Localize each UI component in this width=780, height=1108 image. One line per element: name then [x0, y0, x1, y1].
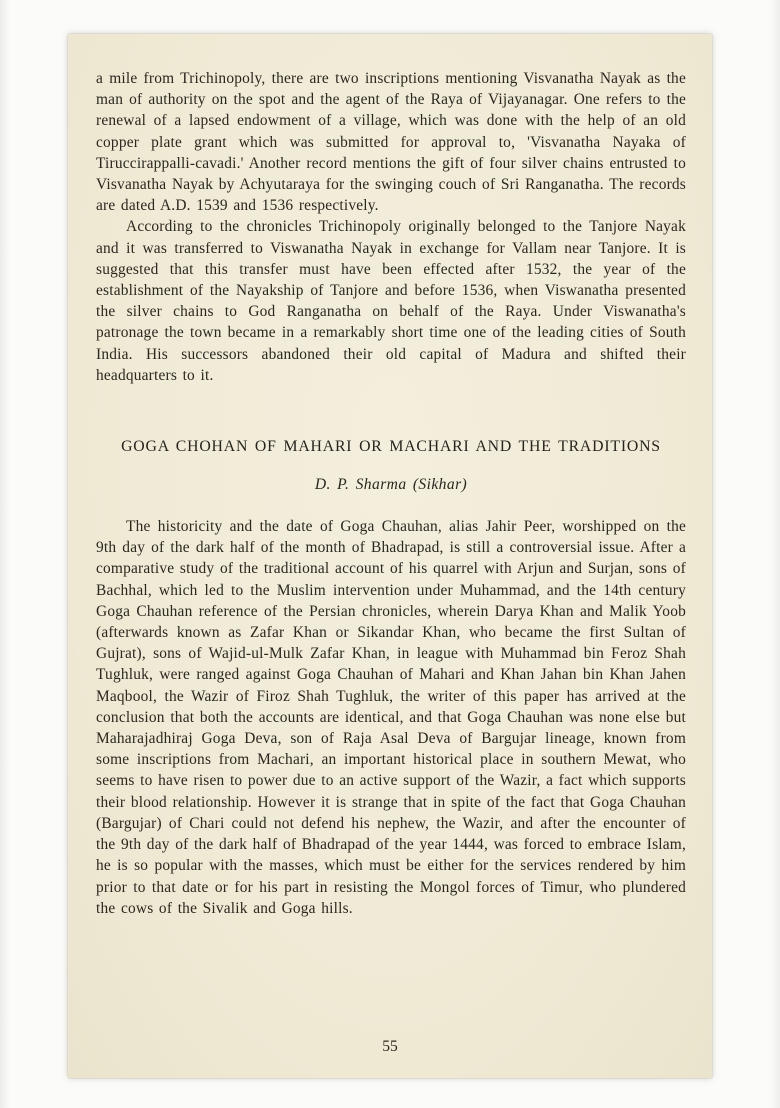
- paragraph-chronicles-transfer: According to the chronicles Trichinopoly originally belonged to the Tanjore Nayak and it was transferred to Viswanatha Nayak in exchange for Vallam near Tanjore. It is suggested that this transfer must have been effected after 1532, the year of the establishment of the Nayakship of Tanjore and before 1536, when Viswanatha presented the silver chains to God Ranganatha on behalf of the Raya. Under Viswanatha's patronage the town became in a remarkably short time one of the leading cities of South India. His successors abandoned their old capital of Madura and shifted their headquarters to it.: [96, 218, 686, 384]
- paragraph-goga-chauhan: The historicity and the date of Goga Chauhan, alias Jahir Peer, worshipped on the 9th day of the dark half of the month of Bhadrapad, is still a controversial issue. After a comparative study of the traditional account of his quarrel with Arjun and Surjan, sons of Bachhal, which led to the Muslim intervention under Muhammad, and the 14th century Goga Chauhan reference of the Persian chronicles, wherein Darya Khan and Malik Yoob (afterwards known as Zafar Khan or Sikandar Khan, who became the first Sultan of Gujrat), sons of Wajid-ul-Mulk Zafar Khan, in league with Muhammad bin Feroz Shah Tughluk, were ranged against Goga Chauhan of Mahari and Khan Jahan bin Khan Jahen Maqbool, the Wazir of Firoz Shah Tughluk, the writer of this paper has arrived at the conclusion that both the accounts are identical, and that Goga Chauhan was none else but Maharajadhiraj Goga Deva, son of Raja Asal Deva of Bargujar lineage, known from some inscriptions from Machari, an important historical place in southern Mewat, who seems to have risen to power due to an active support of the Wazir, a fact which supports their blood relationship. However it is strange that in spite of the fact that Goga Chauhan (Bargujar) of Chari could not defend his nephew, the Wazir, and after the encounter of the 9th day of the dark half of Bhadrapad of the year 1444, was forced to embrace Islam, he is so popular with the masses, which must be either for the services rendered by him prior to that date or for his part in resisting the Mongol forces of Timur, who plundered the cows of the Sivalik and Goga hills.: [96, 518, 686, 917]
- book-page: [68, 34, 712, 1078]
- section-body: [96, 516, 686, 919]
- author-byline: D. P. Sharma (Sikhar): [314, 476, 468, 494]
- page-number: 55: [382, 1038, 398, 1055]
- text-block: [96, 68, 686, 919]
- section-heading: GOGA CHOHAN OF MAHARI OR MACHARI AND THE TRADITIONS: [121, 438, 661, 456]
- paragraph-trichinopoly-inscriptions: a mile from Trichinopoly, there are two inscriptions mentioning Visvanatha Nayak as the man of authority on the spot and the agent of the Raya of Vijayanagar. One refers to the renewal of a lapsed endowment of a village, which was done with the help of an old copper plate grant which was submitted for approval to, 'Visvanatha Nayaka of Tiruccirappalli-cavadi.' Another record mentions the gift of four silver chains entrusted to Visvanatha Nayak by Achyutaraya for the swinging couch of Sri Ranganatha. The records are dated A.D. 1539 and 1536 respectively.: [96, 70, 686, 215]
